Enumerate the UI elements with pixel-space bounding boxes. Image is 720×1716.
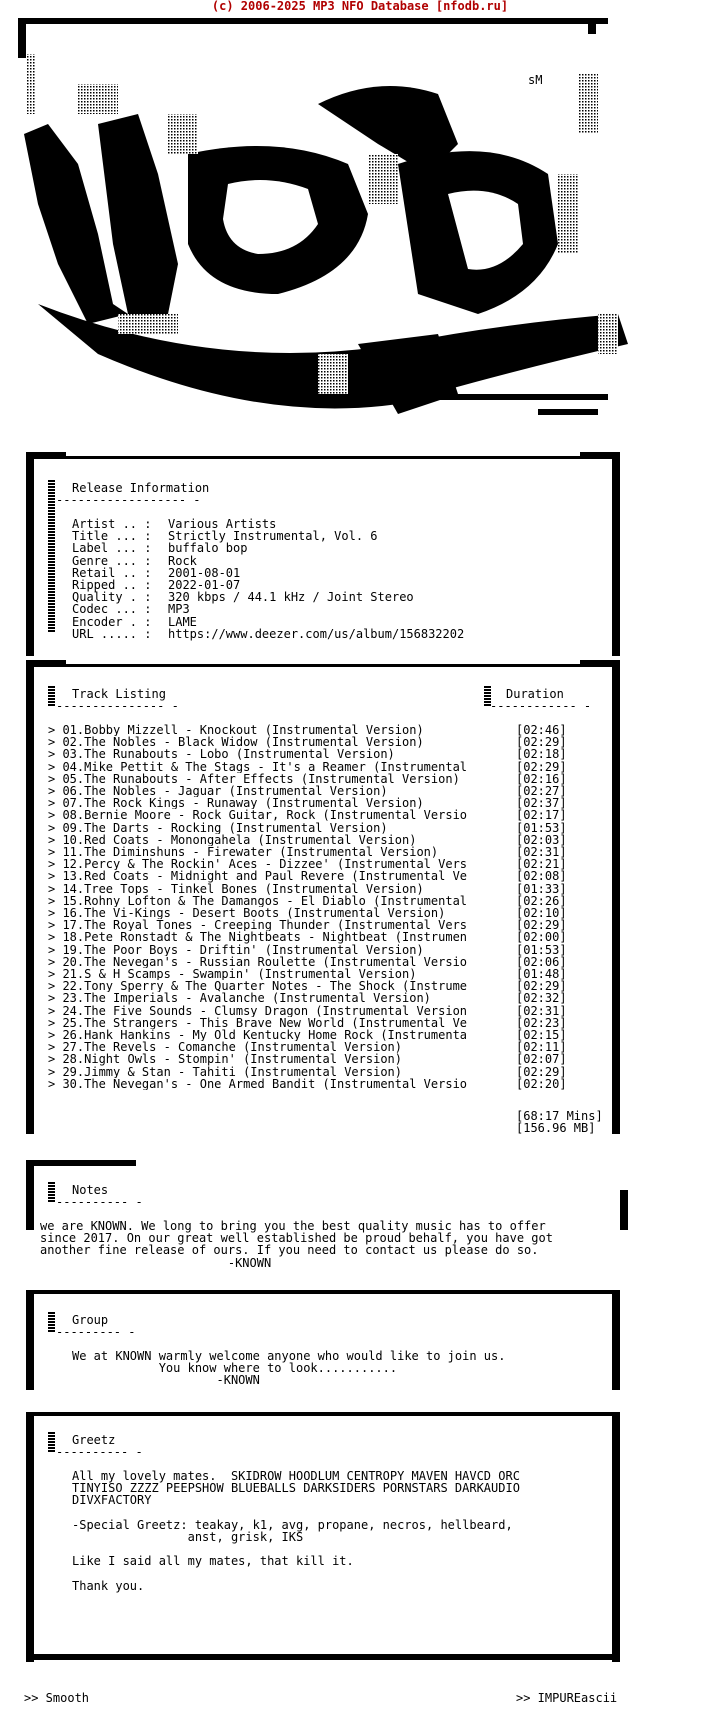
track-title: > 21.S & H Scamps - Swampin' (Instrumental Version) (48, 968, 417, 981)
track-duration: [02:16] (516, 771, 567, 786)
track-duration: [02:06] (516, 954, 567, 969)
nfodb-header: (c) 2006-2025 MP3 NFO Database [nfodb.ru] (211, 0, 509, 13)
track-title: > 26.Hank Hankins - My Old Kentucky Home Rock (Instrumenta (48, 1029, 468, 1042)
text-line: we are KNOWN. We long to bring you the best quality music has to offer (40, 1219, 546, 1233)
duration-title: Duration (506, 687, 564, 701)
track-row (48, 858, 567, 870)
track-row (48, 834, 567, 846)
notes-shade-bar (48, 1182, 55, 1202)
track-title: > 13.Red Coats - Midnight and Paul Revere (Instrumental Ve (48, 870, 468, 883)
track-duration: [02:18] (516, 747, 567, 762)
track-duration: [02:10] (516, 906, 567, 921)
track-row (48, 980, 567, 992)
track-row (48, 870, 567, 882)
total-size: [156.96 MB] (516, 1121, 596, 1135)
notes-frame-top (26, 1160, 136, 1166)
track-row (48, 931, 567, 943)
track-row (48, 883, 567, 895)
tracks-frame-left (26, 664, 34, 1134)
track-title: > 23.The Imperials - Avalanche (Instrumental Version) (48, 992, 431, 1005)
track-title: > 28.Night Owls - Stompin' (Instrumental Version) (48, 1053, 403, 1066)
track-title: > 07.The Rock Kings - Runaway (Instrumental Version) (48, 797, 424, 810)
track-row (48, 809, 567, 821)
tracks-frame-right (612, 664, 620, 1134)
text-line: Thank you. (72, 1578, 145, 1593)
track-title: > 14.Tree Tops - Tinkel Bones (Instrumental Version) (48, 882, 424, 895)
track-duration: [02:23] (516, 1015, 567, 1030)
track-duration: [02:29] (516, 979, 567, 994)
track-row (48, 1066, 567, 1078)
track-title: > 01.Bobby Mizzell - Knockout (Instrumental Version) (48, 724, 424, 737)
track-row (48, 773, 567, 785)
track-title: > 17.The Royal Tones - Creeping Thunder (Instrumental Vers (48, 919, 468, 932)
track-title: > 05.The Runabouts - After Effects (Instrumental Version) (48, 772, 460, 786)
track-duration: [02:07] (516, 1052, 567, 1067)
release-field-row (72, 616, 464, 628)
release-frame-right (612, 456, 620, 656)
duration-underline: ------------ - (490, 699, 592, 713)
ascii-logo (18, 14, 648, 444)
text-line: -KNOWN (72, 1373, 260, 1388)
track-row (48, 724, 567, 736)
release-title: Release Information (72, 481, 210, 495)
track-title: > 04.Mike Pettit & The Stags - It's a Reamer (Instrumental (48, 760, 468, 773)
greetz-title: Greetz (72, 1433, 116, 1447)
track-duration: [02:11] (516, 1040, 567, 1055)
notes-frame-left (26, 1160, 34, 1230)
track-row (48, 1029, 567, 1041)
track-row (48, 895, 567, 907)
track-duration: [02:29] (516, 918, 567, 933)
track-row (48, 956, 567, 968)
tracks-underline: --------------- - (56, 699, 179, 713)
track-title: > 12.Percy & The Rockin' Aces - Dizzee' (Instrumental Vers (48, 858, 468, 871)
tracks-shade-bar (48, 686, 55, 706)
release-field-label: Label ... : (72, 541, 152, 556)
track-duration: [02:31] (516, 845, 567, 860)
release-field-value: MP3 (168, 602, 190, 617)
release-field-row (72, 555, 464, 567)
track-duration: [02:17] (516, 808, 567, 823)
notes-frame-right (620, 1190, 628, 1230)
track-duration: [02:00] (516, 930, 567, 945)
release-frame-top (26, 456, 618, 459)
release-shade-bar (48, 480, 55, 632)
track-duration: [01:53] (516, 942, 567, 957)
release-field-value: buffalo bop (168, 541, 248, 556)
logo-tag: sM (528, 73, 543, 87)
notes-text (40, 1220, 553, 1269)
release-field-value: Various Artists (168, 517, 277, 531)
greetz-text (72, 1470, 520, 1592)
track-duration: [01:48] (516, 967, 567, 982)
release-field-value: LAME (168, 614, 197, 629)
track-row (48, 944, 567, 956)
release-field-value: https://www.deezer.com/us/album/156832202 (168, 626, 465, 641)
release-field-label: Retail .. : (72, 565, 152, 580)
track-title: > 22.Tony Sperry & The Quarter Notes - The Shock (Instrume (48, 980, 468, 993)
text-line: another fine release of ours. If you need to contact us please do so. (40, 1243, 539, 1258)
track-title: > 29.Jimmy & Stan - Tahiti (Instrumental Version) (48, 1065, 403, 1078)
track-row (48, 822, 567, 834)
track-row (48, 797, 567, 809)
release-underline: ------------------ - (56, 493, 201, 507)
text-line: You know where to look........... (72, 1361, 398, 1376)
release-field-value: 2022-01-07 (168, 578, 241, 593)
text-line (72, 1568, 520, 1580)
track-title: > 08.Bernie Moore - Rock Guitar, Rock (Instrumental Versio (48, 809, 468, 822)
group-shade-bar (48, 1312, 55, 1332)
track-title: > 20.The Nevegan's - Russian Roulette (Instrumental Versio (48, 955, 468, 969)
track-duration: [02:08] (516, 869, 567, 884)
footer-smooth: >> Smooth (24, 1691, 90, 1705)
tracks-title: Track Listing (72, 687, 166, 701)
track-row (48, 761, 567, 773)
text-line (72, 1507, 520, 1519)
release-frame-left (26, 456, 34, 656)
track-title: > 19.The Poor Boys - Driftin' (Instrumental Version) (48, 943, 424, 956)
track-duration: [02:31] (516, 1003, 567, 1018)
track-row (48, 748, 567, 760)
release-field-label: URL ..... : (72, 626, 152, 641)
greetz-shade-bar (48, 1432, 55, 1452)
track-duration: [02:26] (516, 893, 567, 908)
track-duration: [01:53] (516, 820, 567, 835)
track-duration: [01:33] (516, 881, 567, 896)
greetz-frame-left (26, 1412, 34, 1662)
group-underline: --------- - (56, 1325, 136, 1339)
track-row (48, 846, 567, 858)
track-title: > 02.The Nobles - Black Widow (Instrumental Version) (48, 736, 424, 749)
release-field-value: Strictly Instrumental, Vol. 6 (168, 529, 378, 544)
track-duration: [02:29] (516, 735, 567, 750)
track-row (48, 785, 567, 797)
text-line: TINYISO ZZZZ PEEPSHOW BLUEBALLS DARKSIDERS PORNSTARS DARKAUDIO (72, 1481, 520, 1496)
track-duration: [02:03] (516, 832, 567, 847)
release-field-label: Artist .. : (72, 517, 152, 531)
track-duration: [02:29] (516, 1064, 567, 1079)
release-field-value: 2001-08-01 (168, 565, 241, 580)
text-line: -KNOWN (40, 1255, 272, 1270)
text-line: Like I said all my mates, that kill it. (72, 1554, 354, 1569)
track-title: > 24.The Five Sounds - Clumsy Dragon (Instrumental Version (48, 1004, 468, 1017)
group-text (72, 1350, 505, 1387)
release-field-label: Encoder . : (72, 614, 152, 629)
footer-impureascii: >> IMPUREascii (516, 1691, 618, 1705)
total-time: [68:17 Mins] (516, 1109, 603, 1123)
track-title: > 30.The Nevegan's - One Armed Bandit (Instrumental Versio (48, 1077, 468, 1091)
track-duration: [02:21] (516, 857, 567, 872)
track-row (48, 1041, 567, 1053)
release-field-row (72, 603, 464, 615)
track-row (48, 919, 567, 931)
track-row (48, 1053, 567, 1065)
release-fields (72, 518, 464, 640)
text-line: -Special Greetz: teakay, k1, avg, propane, necros, hellbeard, (72, 1517, 513, 1532)
greetz-frame-top (26, 1412, 618, 1416)
notes-title: Notes (72, 1183, 109, 1197)
track-title: > 27.The Revels - Comanche (Instrumental Version) (48, 1041, 403, 1054)
track-row (48, 968, 567, 980)
greetz-underline: ---------- - (56, 1445, 143, 1459)
release-field-row (72, 542, 464, 554)
track-title: > 11.The Diminshuns - Firewater (Instrumental Version) (48, 846, 439, 859)
track-row (48, 907, 567, 919)
release-field-label: Genre ... : (72, 553, 152, 568)
track-title: > 09.The Darts - Rocking (Instrumental Version) (48, 821, 388, 834)
track-row (48, 736, 567, 748)
track-duration: [02:46] (516, 723, 567, 737)
track-duration: [02:27] (516, 784, 567, 799)
track-title: > 25.The Strangers - This Brave New World (Instrumental Ve (48, 1016, 468, 1030)
release-field-row (72, 628, 464, 640)
track-title: > 10.Red Coats - Monongahela (Instrumental Version) (48, 833, 417, 847)
track-duration: [02:32] (516, 991, 567, 1006)
track-row (48, 1078, 567, 1090)
text-line: anst, grisk, IKS (72, 1530, 304, 1545)
group-frame-top (26, 1290, 618, 1294)
greetz-frame-bottom (26, 1654, 620, 1660)
track-duration: [02:29] (516, 759, 567, 774)
group-title: Group (72, 1313, 109, 1327)
track-row (48, 992, 567, 1004)
text-line: DIVXFACTORY (72, 1493, 152, 1508)
group-frame-right (612, 1290, 620, 1390)
release-field-label: Codec ... : (72, 602, 152, 617)
text-line: All my lovely mates. SKIDROW HOODLUM CENTROPY MAVEN HAVCD ORC (72, 1469, 520, 1483)
track-duration: [02:15] (516, 1028, 567, 1043)
track-duration: [02:20] (516, 1076, 567, 1091)
greetz-frame-right (612, 1412, 620, 1662)
track-title: > 03.The Runabouts - Lobo (Instrumental Version) (48, 748, 395, 761)
release-field-value: 320 kbps / 44.1 kHz / Joint Stereo (168, 590, 414, 605)
track-title: > 18.Pete Ronstadt & The Nightbeats - Nightbeat (Instrumen (48, 931, 468, 944)
track-title: > 06.The Nobles - Jaguar (Instrumental Version) (48, 785, 388, 798)
text-line: since 2017. On our great well established be proud behalf, you have got (40, 1231, 553, 1246)
track-list (48, 724, 567, 1090)
group-frame-left (26, 1290, 34, 1390)
release-field-value: Rock (168, 553, 197, 568)
track-title: > 16.The Vi-Kings - Desert Boots (Instrumental Version) (48, 907, 446, 920)
release-field-label: Title ... : (72, 529, 152, 544)
track-duration: [02:37] (516, 796, 567, 811)
tracks-frame-top (26, 664, 618, 667)
track-title: > 15.Rohny Lofton & The Damangos - El Diablo (Instrumental (48, 894, 468, 908)
release-field-label: Quality . : (72, 590, 152, 605)
track-row (48, 1017, 567, 1029)
release-field-label: Ripped .. : (72, 578, 152, 593)
text-line: We at KNOWN warmly welcome anyone who would like to join us. (72, 1349, 506, 1363)
notes-underline: ---------- - (56, 1195, 143, 1209)
track-row (48, 1005, 567, 1017)
